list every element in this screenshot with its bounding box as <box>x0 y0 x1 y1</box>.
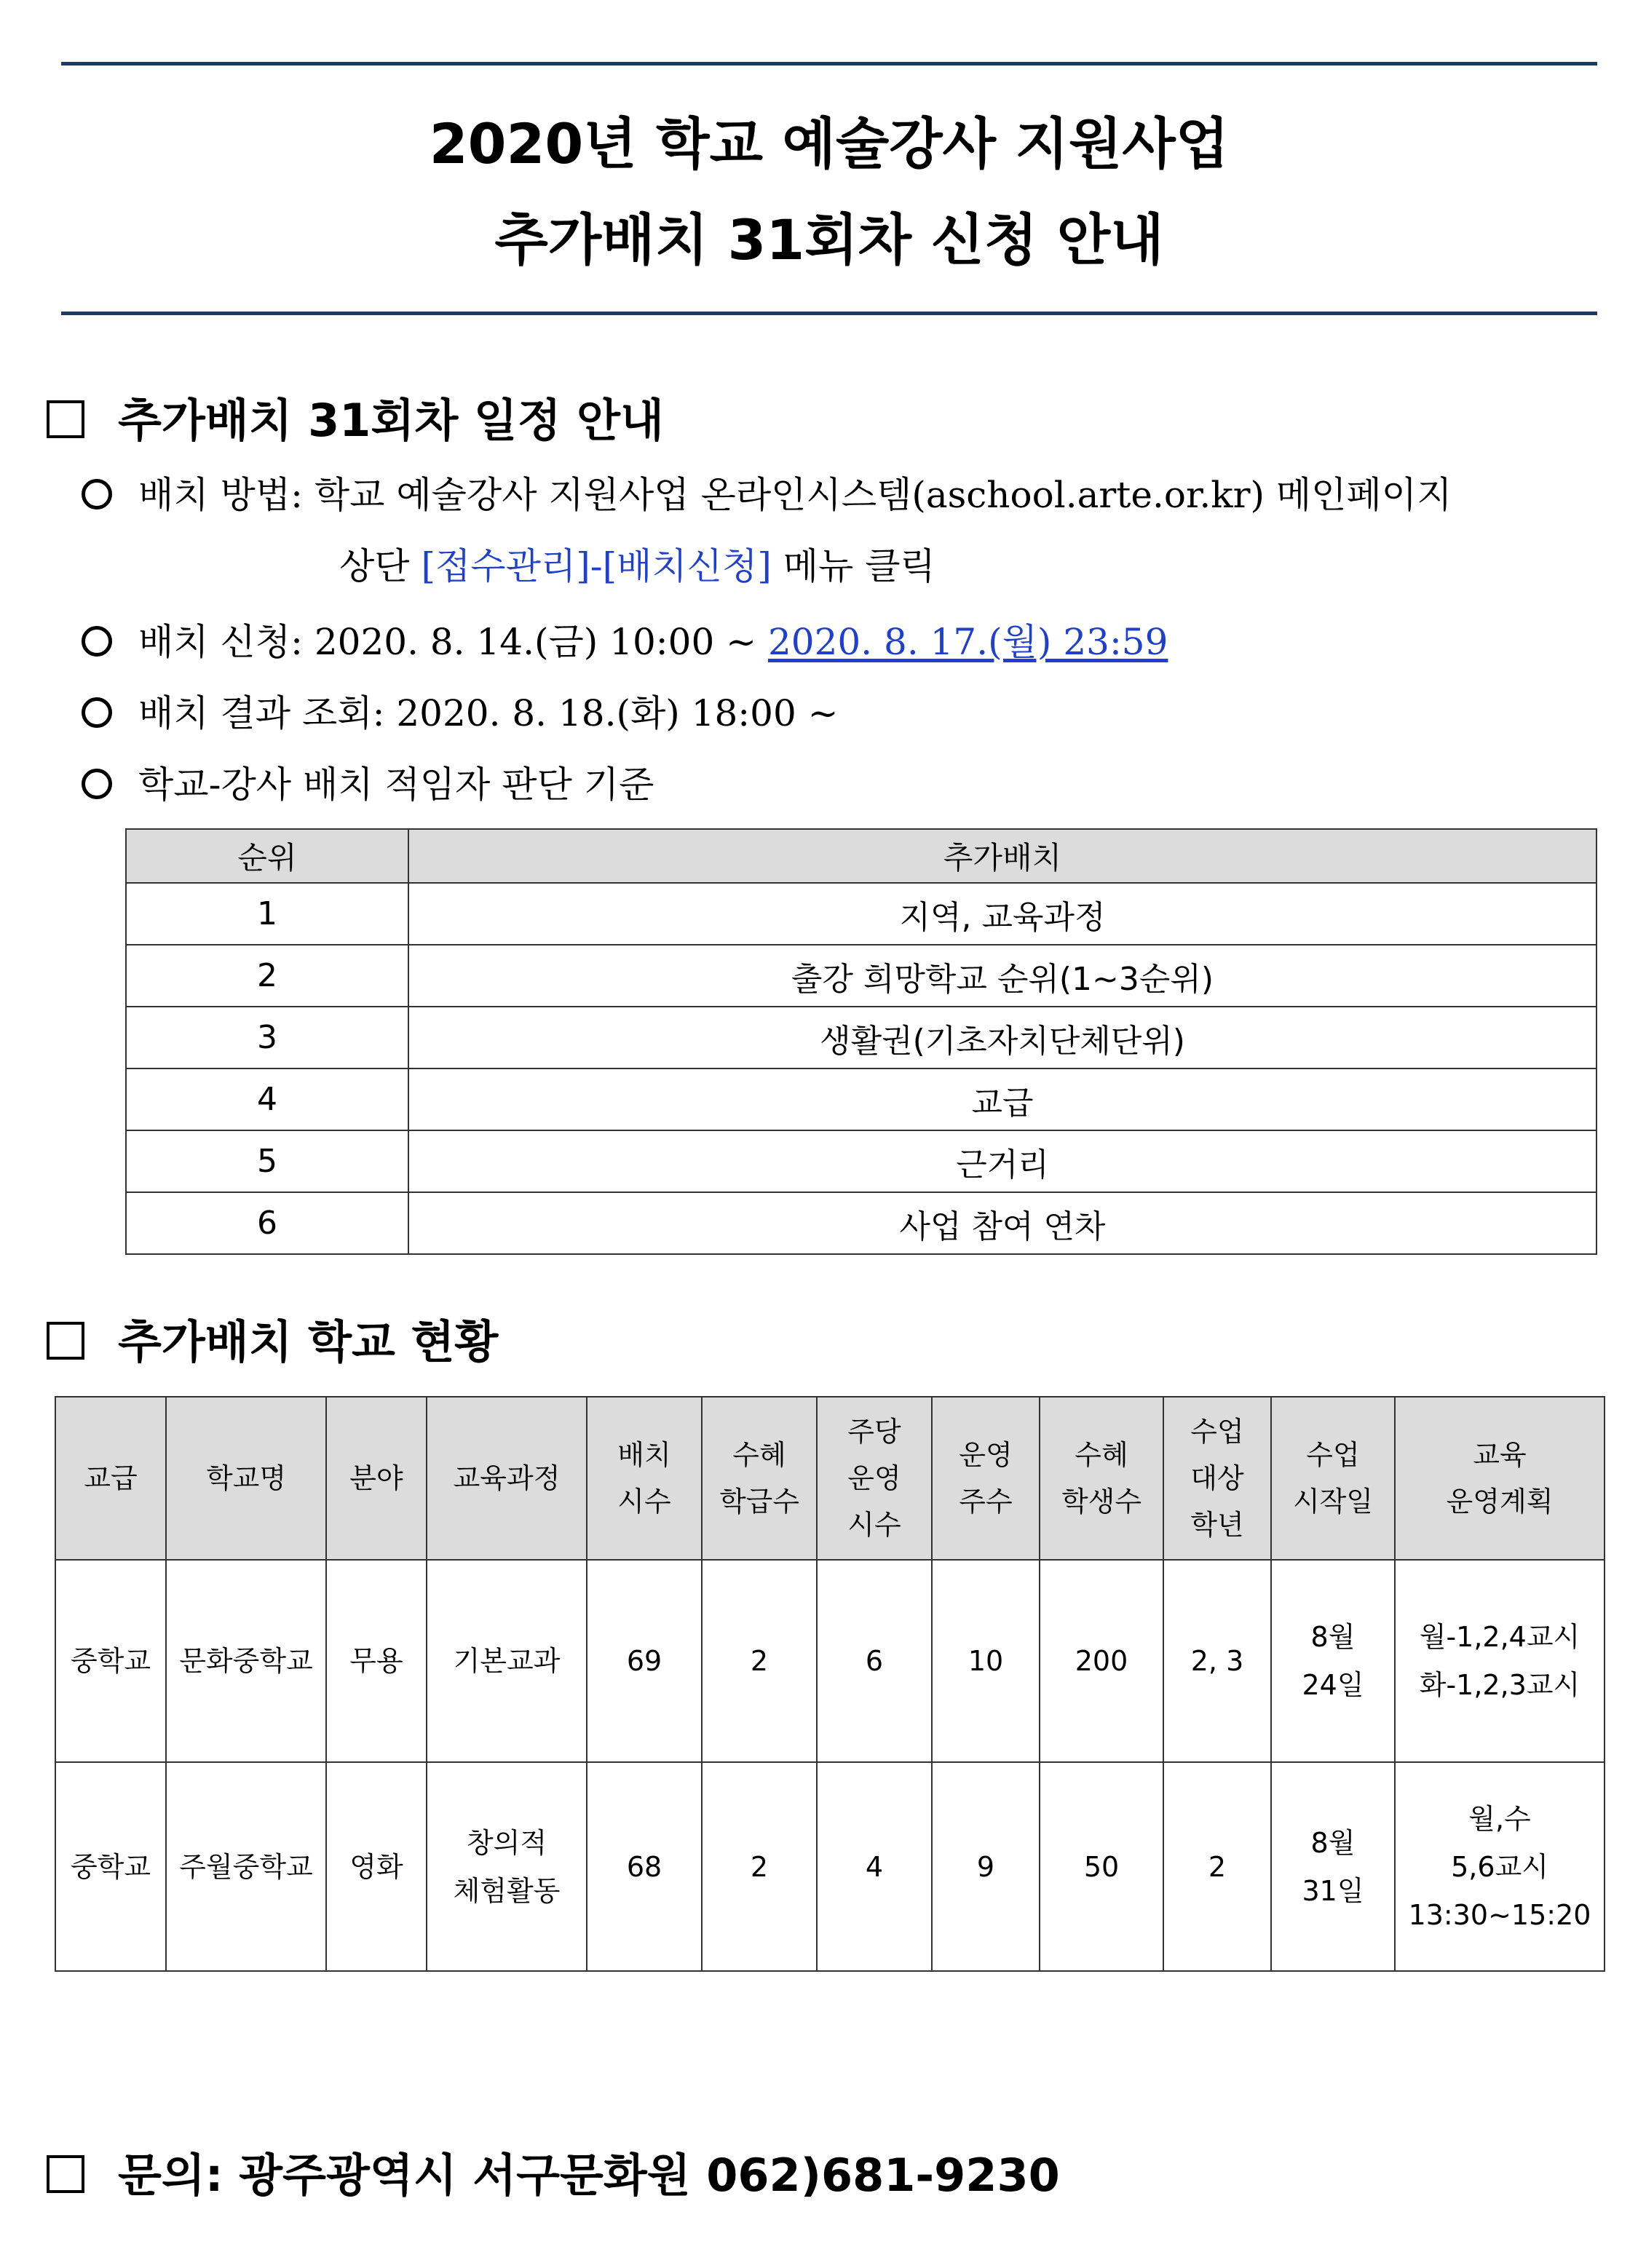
header-hours: 배치 시수 <box>587 1397 702 1560</box>
bullet-criteria: 학교-강사 배치 적임자 판단 기준 <box>82 759 654 810</box>
criteria-table <box>125 828 1597 1255</box>
header-rank: 순위 <box>126 829 408 883</box>
header-weeks: 운영 주수 <box>932 1397 1040 1560</box>
school-table <box>55 1396 1605 1972</box>
bullet-result: 배치 결과 조회: 2020. 8. 18.(화) 18:00 ~ <box>82 688 839 739</box>
bullet-apply: 배치 신청: 2020. 8. 14.(금) 10:00 ~ 2020. 8. 17.(월) 23:59 <box>82 616 1168 667</box>
table-row: 3 생활권(기초자치단체단위) <box>126 1007 1596 1068</box>
page-title-line1: 2020년 학교 예술강사 지원사업 <box>429 111 1230 176</box>
table-row: 중학교 주월중학교 영화 창의적 체험활동 68 2 4 9 50 2 8월 31일 월,수 5,6교시 13:30~15:20 <box>55 1762 1605 1971</box>
square-bullet-icon <box>47 1322 84 1360</box>
header-students: 수혜 학생수 <box>1040 1397 1163 1560</box>
circle-bullet-icon <box>82 697 112 728</box>
table-row: 6 사업 참여 연차 <box>126 1192 1596 1254</box>
section-schools-heading: 추가배치 학교 현황 <box>47 1313 498 1371</box>
header-classes: 수혜 학급수 <box>702 1397 817 1560</box>
header-level: 교급 <box>55 1397 166 1560</box>
table-row: 2 출강 희망학교 순위(1~3순위) <box>126 945 1596 1007</box>
page-title-line2: 추가배치 31회차 신청 안내 <box>494 207 1164 272</box>
square-bullet-icon <box>47 400 84 438</box>
header-field: 분야 <box>326 1397 427 1560</box>
header-weekly: 주당 운영 시수 <box>817 1397 932 1560</box>
header-curriculum: 교육과정 <box>427 1397 587 1560</box>
circle-bullet-icon <box>82 626 112 657</box>
table-row: 4 교급 <box>126 1068 1596 1130</box>
top-rule <box>61 62 1597 66</box>
header-school: 학교명 <box>166 1397 326 1560</box>
header-plan: 교육 운영계획 <box>1395 1397 1605 1560</box>
circle-bullet-icon <box>82 769 112 799</box>
header-criteria: 추가배치 <box>408 829 1596 883</box>
header-grade: 수업 대상 학년 <box>1163 1397 1271 1560</box>
table-row: 1 지역, 교육과정 <box>126 883 1596 945</box>
criteria-header-row <box>126 829 1596 883</box>
section-schedule-heading: 추가배치 31회차 일정 안내 <box>47 392 664 450</box>
contact-heading: 문의: 광주광역시 서구문화원 062)681-9230 <box>47 2146 1060 2205</box>
bottom-rule <box>61 312 1597 315</box>
bullet-method-continued: 상단 [접수관리]-[배치신청] 메뉴 클릭 <box>339 545 935 587</box>
school-header-row <box>55 1397 1605 1560</box>
table-row: 중학교 문화중학교 무용 기본교과 69 2 6 10 200 2, 3 8월 24일 월-1,2,4교시 화-1,2,3교시 <box>55 1560 1605 1762</box>
table-row: 5 근거리 <box>126 1130 1596 1192</box>
menu-path: [접수관리]-[배치신청] <box>421 545 772 587</box>
apply-deadline-link[interactable]: 2020. 8. 17.(월) 23:59 <box>767 621 1168 663</box>
circle-bullet-icon <box>82 479 112 509</box>
bullet-method: 배치 방법: 학교 예술강사 지원사업 온라인시스템(aschool.arte.or.kr) 메인페이지 <box>82 469 1452 520</box>
square-bullet-icon <box>47 2155 84 2193</box>
header-start: 수업 시작일 <box>1271 1397 1395 1560</box>
